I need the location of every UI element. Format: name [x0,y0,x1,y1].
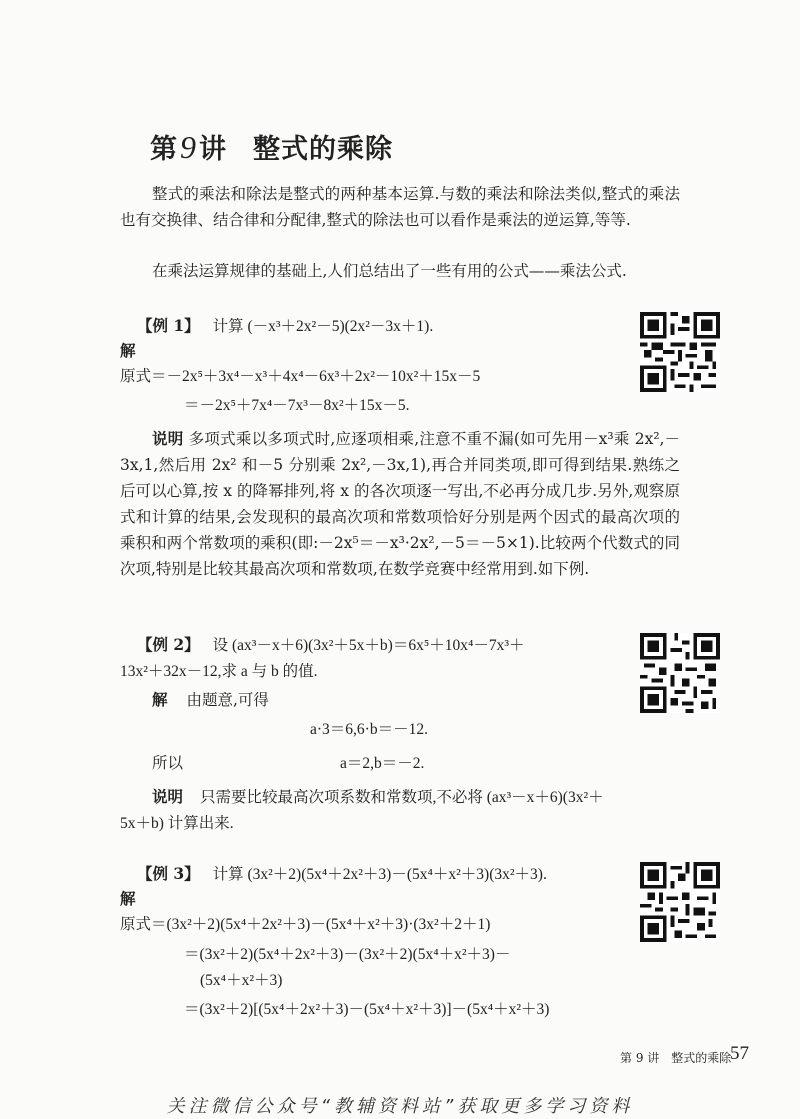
note1-label: 说明 [152,429,184,448]
example3-label: 【例 3】 [137,864,200,883]
example3-solution-label: 解 [120,889,136,908]
example2-solution-row [152,688,269,710]
example3-question-row [137,862,547,884]
example2-question-line-2: 13x²＋32x－12,求 a 与 b 的值. [120,663,318,680]
note2-label: 说明 [152,787,184,806]
example2-therefore: 所以 [152,754,184,772]
example1-step-1: 原式＝－2x⁵＋3x⁴－x³＋4x⁴－6x³＋2x²－10x²＋15x－5 [120,368,481,385]
title-number: 9 [180,129,197,165]
page-number: 57 [730,1043,749,1064]
intro-paragraph-2: 在乘法运算规律的基础上,人们总结出了一些有用的公式——乘法公式. [152,262,627,280]
qr-code-example1[interactable] [640,312,720,392]
example2-question-line-1: 设 (ax³－x＋6)(3x²＋5x＋b)＝6x⁵＋10x⁴－7x³＋ [212,637,525,654]
example1-question-row [137,314,433,336]
running-footer-chapter: 第 9 讲 整式的乘除 [620,1051,732,1065]
intro-paragraph-1: 整式的乘法和除法是整式的两种基本运算.与数的乘法和除法类似,整式的乘法也有交换律、结合律和分配律,整式的除法也可以看作是乘法的逆运算,等等. [120,185,680,229]
example3-step-2: ＝(3x²＋2)(5x⁴＋2x²＋3)－(3x²＋2)(5x⁴＋x²＋3)－ [184,946,511,963]
example2-question-row-1 [137,633,525,655]
example1-step-2: ＝－2x⁵＋7x⁴－7x³－8x²＋15x－5. [184,397,410,414]
example3-step-3: (5x⁴＋x²＋3) [200,972,283,989]
promo-text: 关注微信公众号“教辅资料站”获取更多学习资料 [166,1096,634,1117]
note1-text: 多项式乘以多项式时,应逐项相乘,注意不重不漏(如可先用－x³乘 2x²,－3x,1,然后用 2x² 和－5 分别乘 2x²,－3x,1),再合并同类项,即可得到结果.熟练之后可以心算,按 x 的降幂排列,将 x 的各次项逐一写出,不必再分成几步.另外,观察原式和计算的结果,会发现积的最高次项和常数项恰好分别是两个因式的最高次项的乘积和两个常数项的乘积(即:－2x⁵＝－x³·2x²,－5＝－5×1).比较两个代数式的同次项,特别是比较其最高次项和常数项,在数学竞赛中经常用到.如下例. [120,430,680,578]
example2-equation-2: a＝2,b＝－2. [340,755,425,772]
title-suffix: 讲 [199,134,227,165]
example2-solution-text: 由题意,可得 [186,691,269,709]
note1-paragraph [120,426,680,582]
note2-line-1: 只需要比较最高次项系数和常数项,不必将 (ax³－x＋6)(3x²＋ [199,789,604,806]
chapter-title [150,127,393,166]
example2-equation-1: a·3＝6,6·b＝－12. [310,721,428,738]
example1-solution-label: 解 [120,341,136,360]
qr-code-example2[interactable] [640,633,720,713]
title-prefix: 第 [150,134,178,165]
title-name: 整式的乘除 [253,134,393,165]
example1-label: 【例 1】 [137,316,200,335]
note2-line-2: 5x＋b) 计算出来. [120,815,234,832]
example2-label: 【例 2】 [137,635,200,654]
example1-question: 计算 (－x³＋2x²－5)(2x²－3x＋1). [212,318,434,335]
example3-step-4: ＝(3x²＋2)[(5x⁴＋2x²＋3)－(5x⁴＋x²＋3)]－(5x⁴＋x²＋3) [184,1001,550,1018]
qr-code-example3[interactable] [640,862,720,942]
example3-step-1: 原式＝(3x²＋2)(5x⁴＋2x²＋3)－(5x⁴＋x²＋3)·(3x²＋2＋1) [120,916,491,933]
example2-solution-label: 解 [152,690,168,709]
example3-question: 计算 (3x²＋2)(5x⁴＋2x²＋3)－(5x⁴＋x²＋3)(3x²＋3). [212,866,547,883]
note2-row-1 [152,785,604,807]
